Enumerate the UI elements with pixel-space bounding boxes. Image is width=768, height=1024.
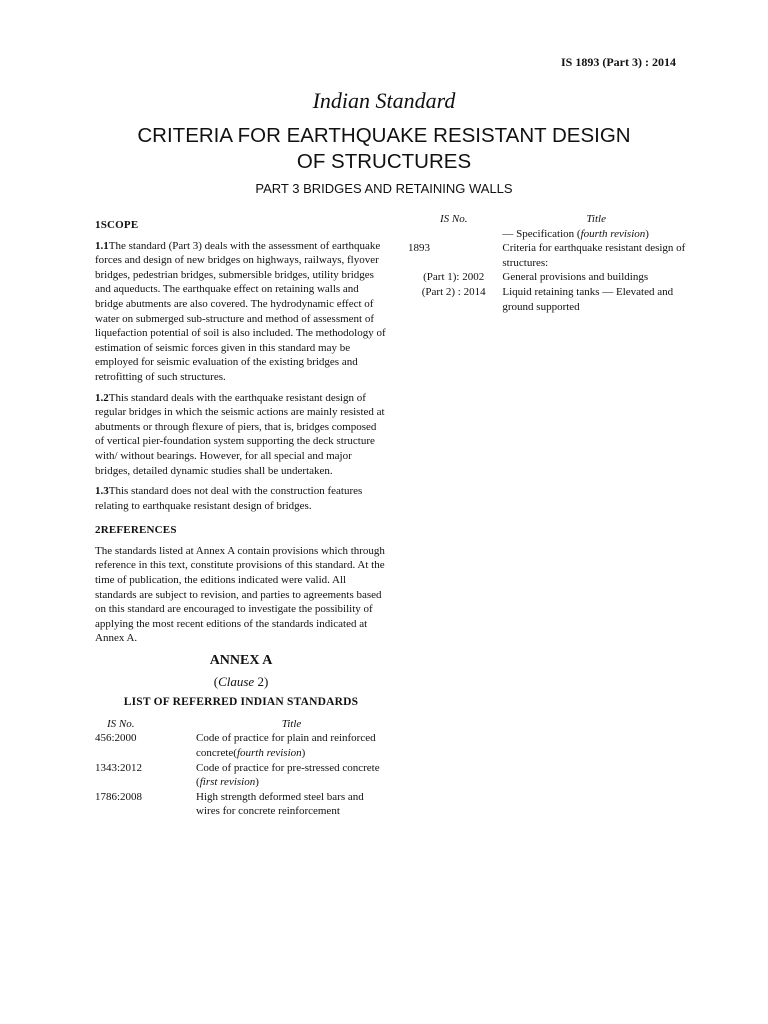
table-row xyxy=(405,227,690,242)
clause-1-2 xyxy=(95,391,387,479)
clause-1-2-number: 1.2 xyxy=(95,391,109,404)
title-line-2: OF STRUCTURES xyxy=(296,150,472,173)
clause-rest: 2) xyxy=(254,673,269,689)
table-cell-is-no: 1343:2012 xyxy=(95,761,143,774)
table-cell-title: High strength deformed steel bars and wires for concrete reinforcement xyxy=(196,790,364,818)
table-cell-is-no: 1786:2008 xyxy=(95,790,143,803)
table-header-row xyxy=(405,212,690,227)
table-row xyxy=(405,241,690,270)
clause-1-3-text: This standard does not deal with the construction features relating to earthquake resistant design of bridges. xyxy=(95,485,363,512)
annex-title: ANNEX A xyxy=(209,653,273,669)
table-cell-is-no: (Part 1): 2002 xyxy=(423,271,485,284)
right-column xyxy=(405,212,690,314)
title-text: Code of practice for plain and reinforced concrete( xyxy=(196,732,376,759)
table-cell-is-no: (Part 2) : 2014 xyxy=(421,285,486,298)
annex-references-table xyxy=(95,717,387,819)
title-line-1: CRITERIA FOR EARTHQUAKE RESISTANT DESIGN xyxy=(137,124,631,147)
table-cell-title-continued xyxy=(502,227,690,242)
annex-list-title: LIST OF REFERRED INDIAN STANDARDS xyxy=(123,696,359,709)
column-header-is-no: IS No. xyxy=(439,213,468,225)
table-header-row xyxy=(95,717,387,732)
table-row xyxy=(95,761,387,790)
table-row xyxy=(405,285,690,314)
title-text: Code of practice for pre-stressed concrete ( xyxy=(196,761,380,789)
clause-1-3-number: 1.3 xyxy=(95,485,109,498)
clause-1-1-text: The standard (Part 3) deals with the assessment of earthquake forces and design of new bridges on highways, railways, flyover bridges, pedestrian bridges, submersible bridges, utility bridges and aqueducts. The earthquake effect on retaining walls and bridge abutments are also covered. The hydrodynamic effect of water on submerged sub-structure and method of assessment of liquefaction potential of soil is also included. The methodology of estimation of seismic forces given in this standard may be employed for seismic evaluation of the existing bridges and retrofitting of such structures. xyxy=(95,239,386,383)
table-row xyxy=(405,270,690,285)
table-row xyxy=(95,790,387,819)
continued-text: — Specification ( xyxy=(502,227,581,240)
table-cell-is-no xyxy=(405,227,502,242)
table-cell-title xyxy=(196,761,387,790)
table-cell-title: Liquid retaining tanks — Elevated and ground supported xyxy=(502,285,674,313)
scope-heading: 1SCOPE xyxy=(95,219,139,231)
standard-number: IS 1893 (Part 3) : 2014 xyxy=(561,55,676,69)
clause-1-1-number: 1.1 xyxy=(95,239,109,252)
annex-clause xyxy=(95,675,387,690)
column-header-is-no: IS No. xyxy=(107,717,135,730)
document-title xyxy=(0,123,768,175)
references-text: The standards listed at Annex A contain provisions which through reference in this text, constitute provisions of this standard. At the time of publication, the editions indicated were valid. All standards are subject to revision, and parties to agreements based on this standard are encouraged to investigate the possibility of applying the most recent editions of the standards indicated at Annex A. xyxy=(95,544,385,645)
document-subtitle: Indian Standard xyxy=(312,88,456,113)
clause-1-3 xyxy=(95,484,387,513)
table-cell-title: Criteria for earthquake resistant design of structures: xyxy=(502,242,686,269)
close-paren: ) xyxy=(645,227,649,240)
references-heading: 2REFERENCES xyxy=(95,524,177,537)
table-row xyxy=(95,731,387,760)
right-references-table xyxy=(405,212,690,314)
table-cell-title xyxy=(196,731,387,760)
close-paren: ) xyxy=(301,747,306,759)
clause-word: Clause xyxy=(218,673,255,689)
clause-1-1 xyxy=(95,239,387,385)
table-cell-title: General provisions and buildings xyxy=(502,271,649,284)
table-cell-is-no: 1893 xyxy=(408,242,430,255)
revision-text: fourth revision xyxy=(580,227,646,240)
part-title: PART 3 BRIDGES AND RETAINING WALLS xyxy=(255,181,513,196)
column-header-title: Title xyxy=(586,213,606,225)
close-paren: ) xyxy=(255,776,259,789)
table-cell-is-no: 456:2000 xyxy=(95,732,137,745)
revision-text: fourth revision xyxy=(236,747,302,759)
clause-1-2-text: This standard deals with the earthquake resistant design of regular bridges in which the seismic actions are mainly resisted at abutments or through flexure of piers, that is, bridges composed of vertical pier-foundation system supporting the deck structure with/ without bearings. However, for all special and major bridges, detailed dynamic studies shall be undertaken. xyxy=(95,391,385,477)
left-column xyxy=(95,218,387,819)
clause-open: ( xyxy=(213,673,219,689)
column-header-title: Title xyxy=(281,717,302,730)
revision-text: first revision xyxy=(199,776,256,789)
